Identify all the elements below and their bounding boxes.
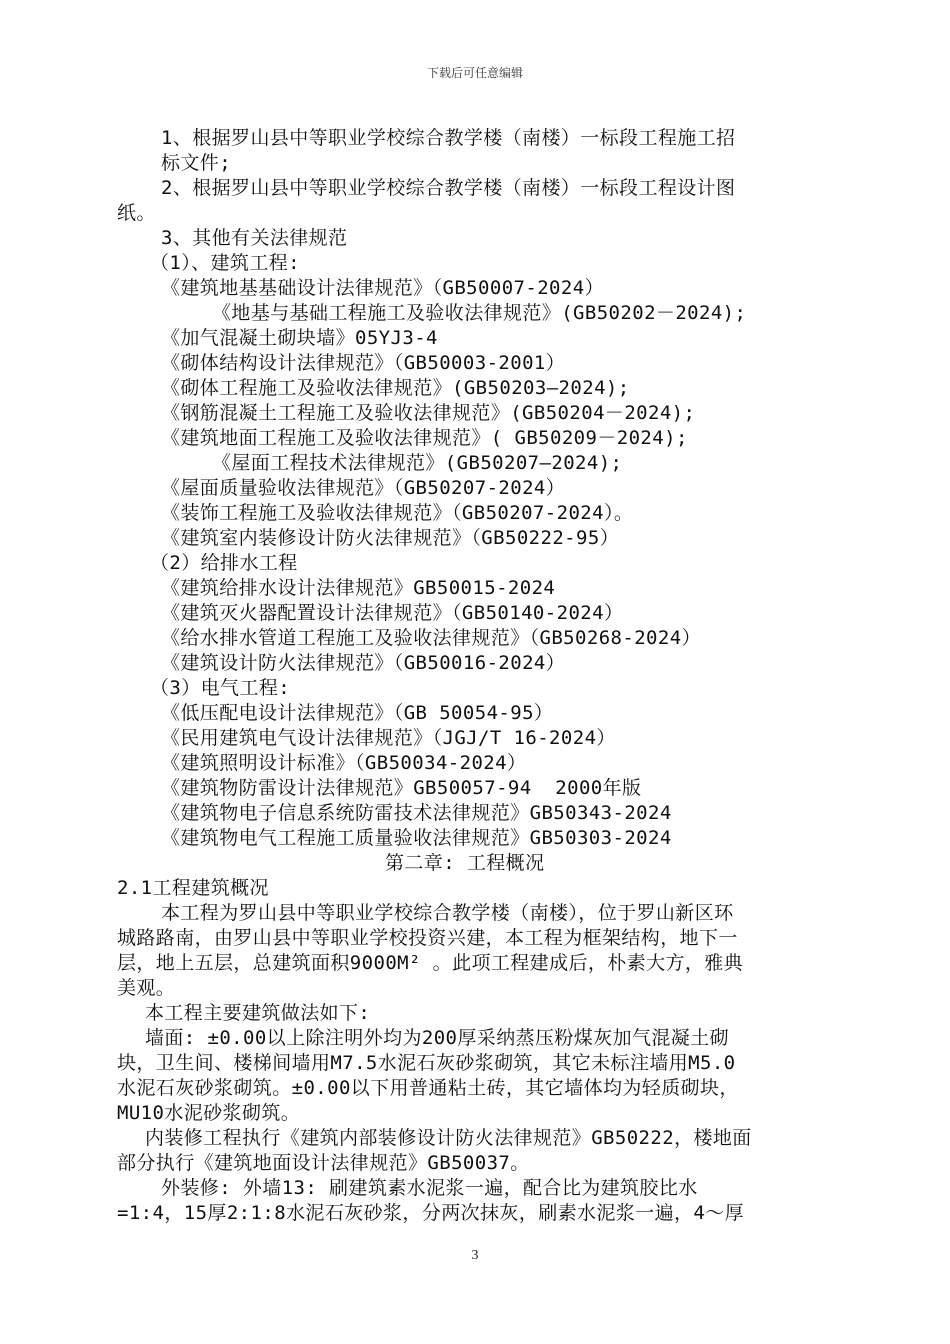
text-line: （2）给排水工程 bbox=[150, 552, 298, 574]
text-line: 3、其他有关法律规范 bbox=[161, 227, 348, 249]
text-line: 纸。 bbox=[117, 202, 156, 224]
text-line: 1、根据罗山县中等职业学校综合教学楼（南楼）一标段工程施工招 bbox=[161, 127, 736, 149]
text-line: 层，地上五层，总建筑面积9000M² 。此项工程建成后，朴素大方，雅典 bbox=[117, 952, 744, 974]
text-line: 本工程主要建筑做法如下: bbox=[145, 1002, 371, 1024]
text-line: （1）、建筑工程: bbox=[150, 252, 300, 274]
text-line: 《建筑物电子信息系统防雷技术法律规范》GB50343-2024 bbox=[161, 802, 672, 824]
text-line: 本工程为罗山县中等职业学校综合教学楼（南楼），位于罗山新区环 bbox=[161, 902, 734, 924]
text-line: 《钢筋混凝土工程施工及验收法律规范》(GB50204－2024); bbox=[161, 402, 696, 424]
text-line: 《民用建筑电气设计法律规范》（JGJ/T 16-2024） bbox=[161, 727, 616, 749]
text-line: 外装修: 外墙13: 刷建筑素水泥浆一遍，配合比为建筑胶比水 bbox=[161, 1177, 698, 1199]
text-line: 《建筑照明设计标准》（GB50034-2024） bbox=[161, 752, 527, 774]
text-line: 块，卫生间、楼梯间墙用M7.5水泥石灰砂浆砌筑，其它未标注墙用M5.0 bbox=[117, 1052, 736, 1074]
text-line: 2、根据罗山县中等职业学校综合教学楼（南楼）一标段工程设计图 bbox=[161, 177, 736, 199]
chapter-title: 第二章: 工程概况 bbox=[385, 852, 545, 874]
text-line: 水泥石灰砂浆砌筑。±0.00以下用普通粘土砖，其它墙体均为轻质砌块， bbox=[117, 1077, 739, 1099]
text-line: 《建筑物电气工程施工质量验收法律规范》GB50303-2024 bbox=[161, 827, 672, 849]
text-line: =1:4，15厚2:1:8水泥石灰砂浆，分两次抹灰，刷素水泥浆一遍，4～厚 bbox=[117, 1202, 745, 1224]
text-line: 《建筑设计防火法律规范》（GB50016-2024） bbox=[161, 652, 566, 674]
text-line: 《建筑物防雷设计法律规范》GB50057-94 2000年版 bbox=[161, 777, 642, 799]
text-line: 《砌体工程施工及验收法律规范》(GB50203—2024); bbox=[161, 377, 630, 399]
text-line: 《屋面工程技术法律规范》(GB50207—2024); bbox=[212, 452, 623, 474]
text-line: 城路路南，由罗山县中等职业学校投资兴建，本工程为框架结构，地下一 bbox=[117, 927, 738, 949]
text-line: 内装修工程执行《建筑内部装修设计防火法律规范》GB50222，楼地面 bbox=[145, 1127, 752, 1149]
text-line: 《建筑室内装修设计防火法律规范》（GB50222-95） bbox=[161, 527, 620, 549]
text-line: 《砌体结构设计法律规范》（GB50003-2001） bbox=[161, 352, 566, 374]
text-line: 标文件; bbox=[161, 152, 232, 174]
text-line: 《低压配电设计法律规范》（GB 50054-95） bbox=[161, 702, 554, 724]
text-line: 美观。 bbox=[117, 977, 176, 999]
text-line: 部分执行《建筑地面设计法律规范》GB50037。 bbox=[117, 1152, 530, 1174]
text-line: （3）电气工程: bbox=[150, 677, 291, 699]
page-number: 3 bbox=[471, 1248, 479, 1263]
text-line: 《建筑灭火器配置设计法律规范》（GB50140-2024） bbox=[161, 602, 624, 624]
text-line: 《建筑地面工程施工及验收法律规范》( GB50209－2024); bbox=[161, 427, 688, 449]
text-line: 《地基与基础工程施工及验收法律规范》(GB50202－2024); bbox=[212, 302, 747, 324]
text-line: MU10水泥砂浆砌筑。 bbox=[117, 1102, 301, 1124]
section-heading: 2.1工程建筑概况 bbox=[117, 877, 269, 899]
text-line: 《加气混凝土砌块墙》05YJ3-4 bbox=[161, 327, 438, 349]
text-line: 《装饰工程施工及验收法律规范》（GB50207-2024）。 bbox=[161, 502, 634, 524]
text-line: 《屋面质量验收法律规范》（GB50207-2024） bbox=[161, 477, 566, 499]
text-line: 《建筑给排水设计法律规范》GB50015-2024 bbox=[161, 577, 556, 599]
text-line: 墙面: ±0.00以上除注明外均为200厚采纳蒸压粉煤灰加气混凝土砌 bbox=[145, 1027, 729, 1049]
text-line: 《建筑地基基础设计法律规范》（GB50007-2024） bbox=[161, 277, 604, 299]
text-line: 《给水排水管道工程施工及验收法律规范》（GB50268-2024） bbox=[161, 627, 701, 649]
page-header: 下载后可任意编辑 bbox=[426, 66, 523, 80]
